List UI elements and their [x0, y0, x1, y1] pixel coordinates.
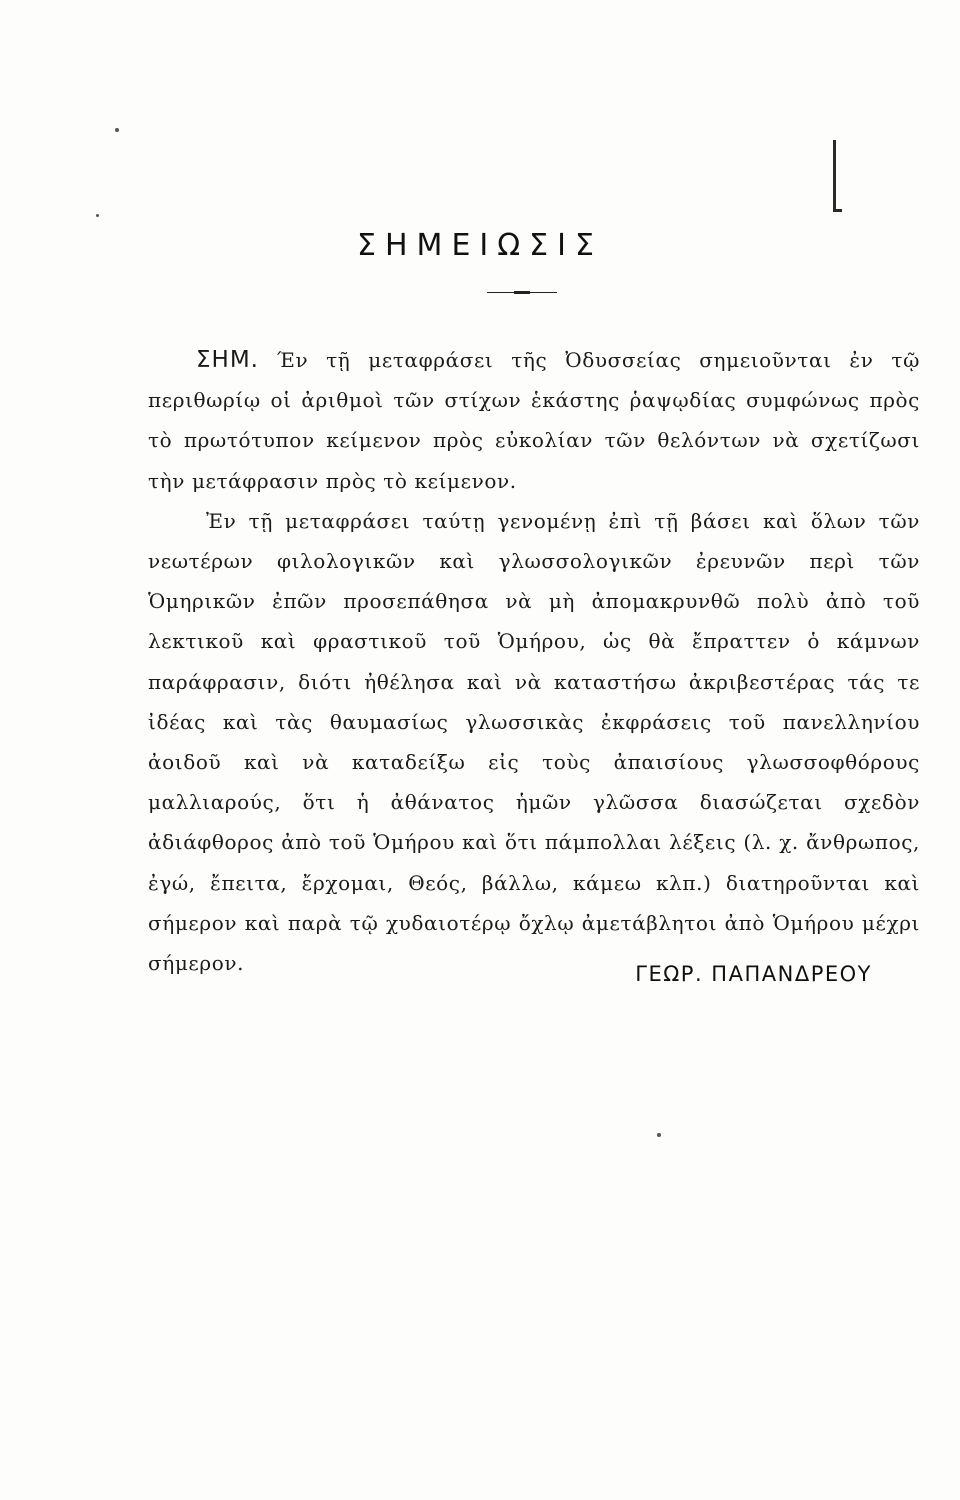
margin-mark [833, 140, 836, 210]
note-label: ΣΗΜ. [196, 347, 259, 373]
scan-speck [96, 214, 99, 217]
scan-speck [657, 1133, 661, 1137]
title-divider [487, 292, 557, 293]
page-title: ΣΗΜΕΙΩΣΙΣ [357, 228, 603, 263]
note-text: Έν τῇ μεταφράσει τῆς Ὀδυσσείας σημειοῦνται ἐν τῷ περιθωρίῳ οἱ ἀριθμοὶ τῶν στίχων ἑκάστης ῥαψῳδίας συμφώνως πρὸς τὸ πρωτότυπον κείμενον πρὸς εὐκολίαν τῶν θελόντων νὰ σχετίζωσι τὴν μετάφρασιν πρὸς τὸ κείμενον. [148, 348, 920, 493]
translation-paragraph: Ἐν τῇ μεταφράσει ταύτῃ γενομένῃ ἐπὶ τῇ βάσει καὶ ὅλων τῶν νεωτέρων φιλολογικῶν καὶ γλωσσολογικῶν ἐρευνῶν περὶ τῶν Ὁμηρικῶν ἐπῶν προσεπάθησα νὰ μὴ ἀπομακρυνθῶ πολὺ ἀπὸ τοῦ λεκτικοῦ καὶ φραστικοῦ τοῦ Ὁμήρου, ὡς θὰ ἔπραττεν ὁ κάμνων παράφρασιν, διότι ἠθέλησα καὶ νὰ καταστήσω ἀκριβεστέρας τάς τε ἰδέας καὶ τὰς θαυμασίως γλωσσικὰς ἐκφράσεις τοῦ πανελληνίου ἀοιδοῦ καὶ νὰ καταδείξω εἰς τοὺς ἀπαισίους γλωσσοφθόρους μαλλιαρούς, ὅτι ἡ ἀθάνατος ἡμῶν γλῶσσα διασώζεται σχεδὸν ἀδιάφθορος ἀπὸ τοῦ Ὁμήρου καὶ ὅτι πάμπολλαι λέξεις (λ. χ. ἄνθρωπος, ἐγώ, ἔπειτα, ἔρχομαι, Θεός, βάλλω, κάμεω κλπ.) διατηροῦνται καὶ σήμερον καὶ παρὰ τῷ χυδαιοτέρῳ ὄχλῳ ἀμετάβλητοι ἀπὸ Ὁμήρου μέχρι σήμερον. [148, 508, 920, 976]
notes-body [148, 340, 920, 983]
author-signature: ΓΕΩΡ. ΠΑΠΑΝΔΡΕΟΥ [635, 962, 872, 986]
scan-speck [115, 128, 119, 132]
note-paragraph [148, 340, 920, 501]
